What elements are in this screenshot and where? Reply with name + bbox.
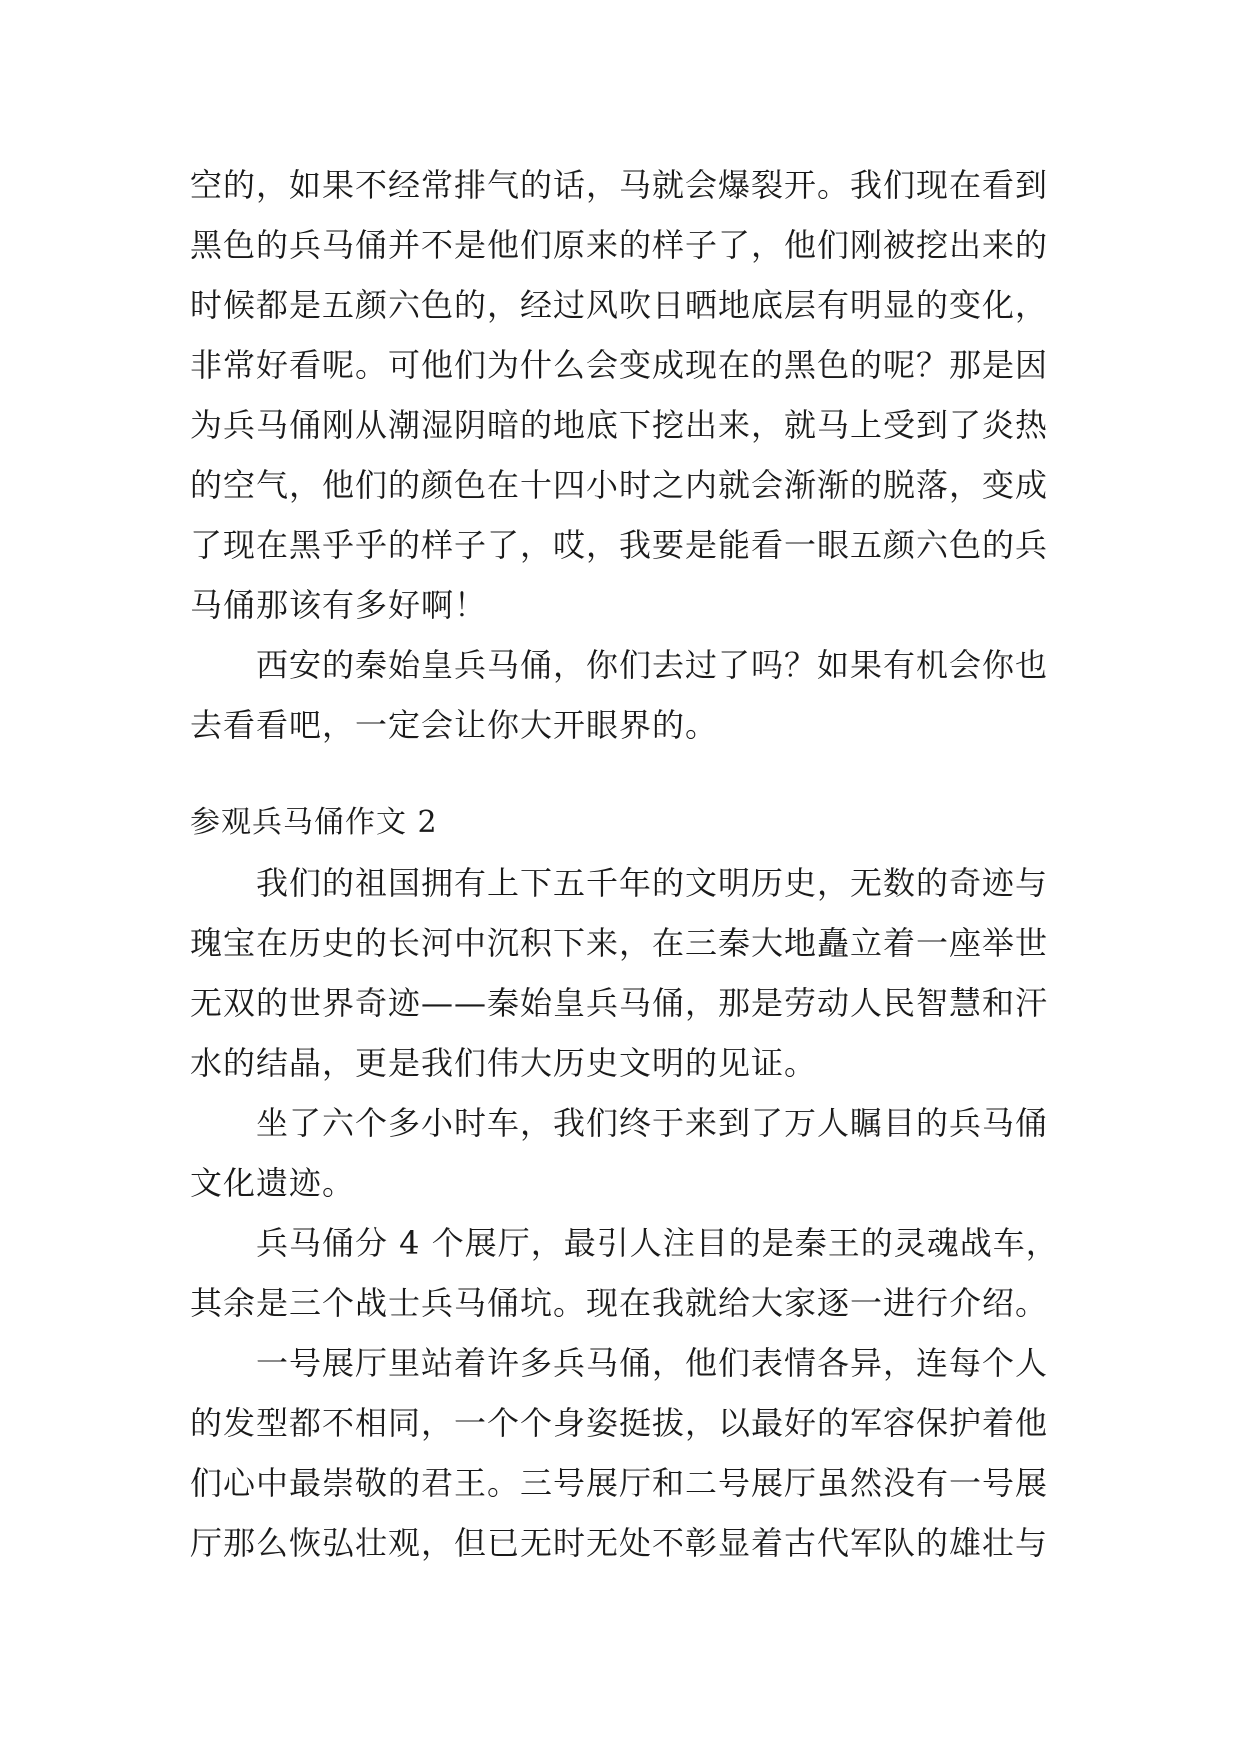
text-line: 瑰宝在历史的长河中沉积下来，在三秦大地矗立着一座举世 [190,924,1049,962]
text-line: 文化遗迹。 [190,1164,356,1202]
text-line: 们心中最崇敬的君王。三号展厅和二号展厅虽然没有一号展 [190,1464,1049,1502]
text-line: 去看看吧，一定会让你大开眼界的。 [190,706,719,744]
text-line: 的空气，他们的颜色在十四小时之内就会渐渐的脱落，变成 [190,466,1049,504]
text-line: 的发型都不相同，一个个身姿挺拔，以最好的军容保护着他 [190,1404,1049,1442]
essay-heading: 参观兵马俑作文 2 [190,805,438,840]
text-line: 时候都是五颜六色的，经过风吹日晒地底层有明显的变化， [190,286,1049,324]
essay-body-part-1 [190,155,1060,755]
text-line: 我们的祖国拥有上下五千年的文明历史，无数的奇迹与 [190,864,1049,902]
text-line: 坐了六个多小时车，我们终于来到了万人瞩目的兵马俑 [190,1104,1049,1142]
text-line: 水的结晶，更是我们伟大历史文明的见证。 [190,1044,818,1082]
text-line: 其余是三个战士兵马俑坑。现在我就给大家逐一进行介绍。 [190,1284,1049,1322]
text-line: 马俑那该有多好啊！ [190,586,488,624]
text-line: 一号展厅里站着许多兵马俑，他们表情各异，连每个人 [190,1344,1049,1382]
essay-heading-block [190,793,1060,853]
text-line: 空的，如果不经常排气的话，马就会爆裂开。我们现在看到 [190,166,1049,204]
text-line: 了现在黑乎乎的样子了，哎，我要是能看一眼五颜六色的兵 [190,526,1049,564]
text-line: 非常好看呢。可他们为什么会变成现在的黑色的呢？那是因 [190,346,1049,384]
text-line: 厅那么恢弘壮观，但已无时无处不彰显着古代军队的雄壮与 [190,1524,1049,1562]
text-line: 黑色的兵马俑并不是他们原来的样子了，他们刚被挖出来的 [190,226,1049,264]
text-line: 西安的秦始皇兵马俑，你们去过了吗？如果有机会你也 [190,646,1049,684]
text-line: 兵马俑分 4 个展厅，最引人注目的是秦王的灵魂战车， [190,1224,1059,1262]
text-line: 无双的世界奇迹——秦始皇兵马俑，那是劳动人民智慧和汗 [190,984,1049,1022]
text-line: 为兵马俑刚从潮湿阴暗的地底下挖出来，就马上受到了炎热 [190,406,1049,444]
essay-body-part-2 [190,853,1060,1573]
